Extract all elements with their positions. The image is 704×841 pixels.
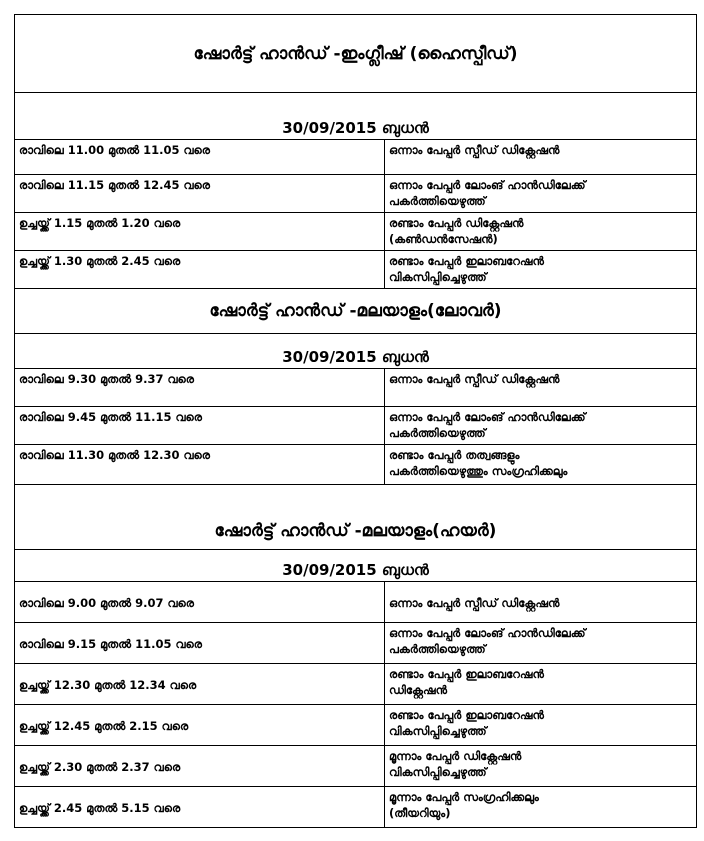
time-cell: രാവിലെ 9.45 മുതൽ 11.15 വരെ (15, 407, 385, 445)
table-row (15, 175, 697, 213)
time-cell: രാവിലെ 11.00 മുതൽ 11.05 വരെ (15, 140, 385, 175)
task-cell (385, 705, 697, 746)
table-row (15, 623, 697, 664)
table-row (15, 407, 697, 445)
task-cell (385, 140, 697, 175)
section-title-row (15, 485, 697, 550)
task-line: മൂന്നാം പേപ്പർ സംഗ്രഹിക്കലും (389, 790, 539, 804)
task-cell (385, 407, 697, 445)
task-line: പകർത്തിയെഴുത്തും സംഗ്രഹിക്കലും (389, 464, 568, 478)
task-line: പകർത്തിയെഴുത്ത് (389, 426, 486, 440)
time-cell: ഉച്ചയ്ക്ക് 12.30 മുതൽ 12.34 വരെ (15, 664, 385, 705)
time-cell: ഉച്ചയ്ക്ക് 1.30 മുതൽ 2.45 വരെ (15, 251, 385, 289)
section-title-row (15, 289, 697, 334)
task-line: ഒന്നാം പേപ്പർ ലോംങ് ഹാൻഡിലേക്ക് (389, 410, 586, 424)
section-date: 30/09/2015 ബുധൻ (15, 93, 697, 140)
task-line: രണ്ടാം പേപ്പർ ഇലാബറേഷൻ (389, 708, 544, 722)
task-line: ഒന്നാം പേപ്പർ ലോംങ് ഹാൻഡിലേക്ക് (389, 178, 586, 192)
table-row (15, 664, 697, 705)
task-cell (385, 445, 697, 485)
time-cell: ഉച്ചയ്ക്ക് 12.45 മുതൽ 2.15 വരെ (15, 705, 385, 746)
task-line: വികസിപ്പിച്ചെഴുത്ത് (389, 270, 487, 284)
task-cell (385, 213, 697, 251)
task-line: വികസിപ്പിച്ചെഴുത്ത് (389, 765, 487, 779)
task-line: ഒന്നാം പേപ്പർ സ്പീഡ് ഡിക്റ്റേഷൻ (389, 596, 560, 610)
section-date-row (15, 550, 697, 582)
table-row (15, 746, 697, 787)
time-cell: രാവിലെ 9.30 മുതൽ 9.37 വരെ (15, 369, 385, 407)
task-line: വികസിപ്പിച്ചെഴുത്ത് (389, 724, 487, 738)
task-line: രണ്ടാം പേപ്പർ തത്വങ്ങളും (389, 448, 520, 462)
time-cell: ഉച്ചയ്ക്ക് 2.30 മുതൽ 2.37 വരെ (15, 746, 385, 787)
table-row (15, 705, 697, 746)
task-cell (385, 623, 697, 664)
task-line: (കൺഡൻസേഷൻ) (389, 232, 498, 246)
table-row (15, 582, 697, 623)
task-line: രണ്ടാം പേപ്പർ ഇലാബറേഷൻ (389, 667, 544, 681)
table-row (15, 369, 697, 407)
section-title: ഷോർട്ട് ഹാൻഡ് -ഇംഗ്ലീഷ് (ഹൈസ്പീഡ്) (15, 15, 697, 93)
section-date-row (15, 334, 697, 369)
exam-timetable (14, 14, 697, 828)
task-line: രണ്ടാം പേപ്പർ ഇലാബറേഷൻ (389, 254, 544, 268)
section-title: ഷോർട്ട് ഹാൻഡ് -മലയാളം(ലോവർ) (15, 289, 697, 334)
task-cell (385, 175, 697, 213)
timetable-table (14, 14, 697, 828)
section-date: 30/09/2015 ബുധൻ (15, 334, 697, 369)
task-cell (385, 787, 697, 828)
time-cell: രാവിലെ 9.00 മുതൽ 9.07 വരെ (15, 582, 385, 623)
table-row (15, 213, 697, 251)
time-cell: ഉച്ചയ്ക്ക് 1.15 മുതൽ 1.20 വരെ (15, 213, 385, 251)
time-cell: രാവിലെ 11.30 മുതൽ 12.30 വരെ (15, 445, 385, 485)
table-row (15, 445, 697, 485)
time-cell: ഉച്ചയ്ക്ക് 2.45 മുതൽ 5.15 വരെ (15, 787, 385, 828)
task-line: ഒന്നാം പേപ്പർ സ്പീഡ് ഡിക്റ്റേഷൻ (389, 372, 560, 386)
task-line: ഒന്നാം പേപ്പർ ലോംങ് ഹാൻഡിലേക്ക് (389, 626, 586, 640)
table-row (15, 787, 697, 828)
task-cell (385, 369, 697, 407)
section-date-row (15, 93, 697, 140)
section-date: 30/09/2015 ബുധൻ (15, 550, 697, 582)
table-row (15, 140, 697, 175)
task-line: ഒന്നാം പേപ്പർ സ്പീഡ് ഡിക്റ്റേഷൻ (389, 143, 560, 157)
task-line: ഡിക്റ്റേഷൻ (389, 683, 448, 697)
table-row (15, 251, 697, 289)
task-line: രണ്ടാം പേപ്പർ ഡിക്റ്റേഷൻ (389, 216, 524, 230)
section-title-row (15, 15, 697, 93)
task-cell (385, 251, 697, 289)
time-cell: രാവിലെ 11.15 മുതൽ 12.45 വരെ (15, 175, 385, 213)
task-line: പകർത്തിയെഴുത്ത് (389, 194, 486, 208)
time-cell: രാവിലെ 9.15 മുതൽ 11.05 വരെ (15, 623, 385, 664)
task-line: മൂന്നാം പേപ്പർ ഡിക്റ്റേഷൻ (389, 749, 522, 763)
task-line: (തീയറിയും) (389, 806, 451, 820)
task-cell (385, 664, 697, 705)
task-cell (385, 746, 697, 787)
task-line: പകർത്തിയെഴുത്ത് (389, 642, 486, 656)
section-title: ഷോർട്ട് ഹാൻഡ് -മലയാളം(ഹയർ) (15, 485, 697, 550)
task-cell (385, 582, 697, 623)
